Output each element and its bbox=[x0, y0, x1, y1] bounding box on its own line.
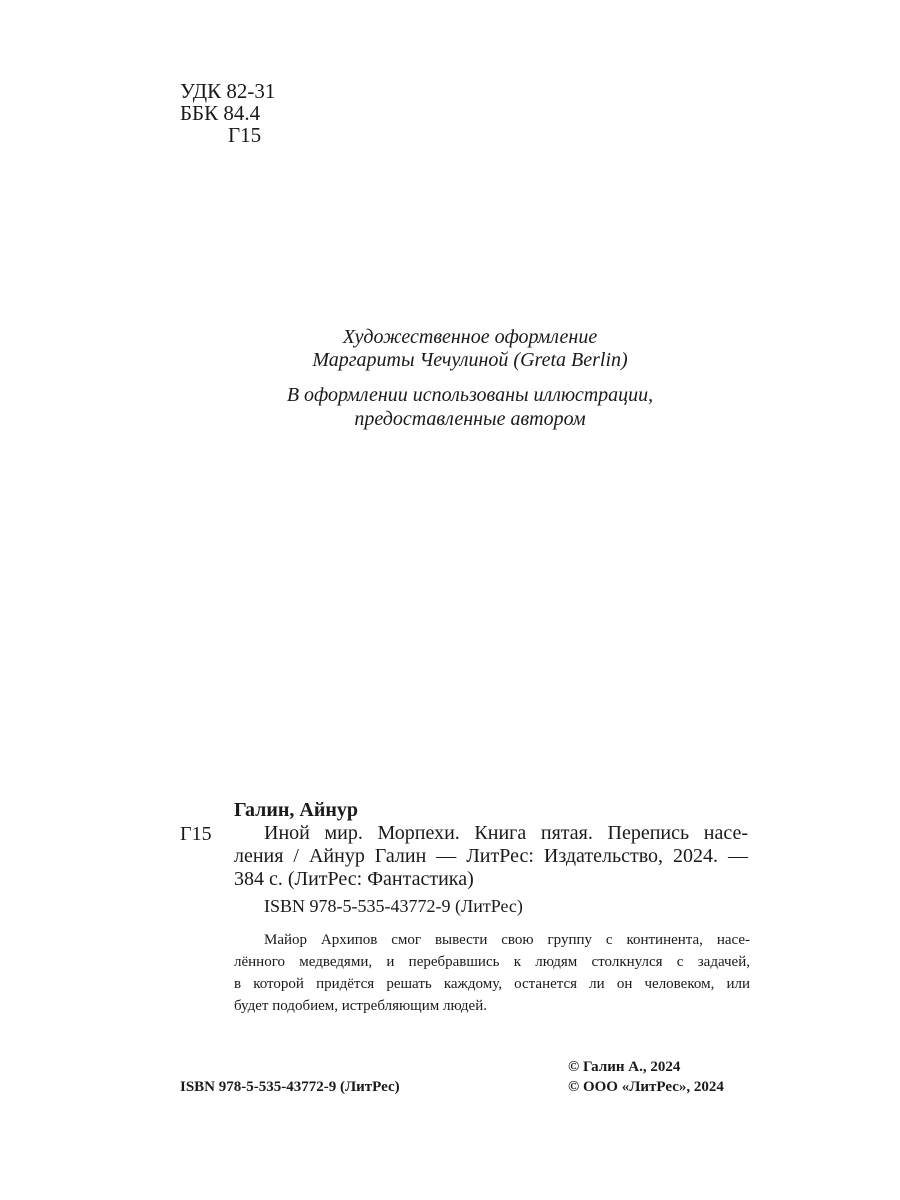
design-credit-line-1: Художественное оформление bbox=[342, 326, 598, 348]
design-credit-line-2: Маргариты Чечулиной (Greta Berlin) bbox=[312, 349, 628, 371]
author-heading: Галин, Айнур bbox=[234, 799, 359, 821]
annotation-line: будет подобием, истребляющим людей. bbox=[234, 998, 487, 1014]
author-mark: Г15 bbox=[228, 123, 262, 147]
footer-isbn: ISBN 978-5-535-43772-9 (ЛитРес) bbox=[180, 1079, 400, 1095]
description-line: 384 с. (ЛитРес: Фантастика) bbox=[234, 868, 474, 890]
udk-code: УДК 82-31 bbox=[180, 79, 276, 103]
description-line: Иной мир. Морпехи. Книга пятая. Перепись насе- bbox=[264, 822, 748, 844]
illustrations-credit-line-2: предоставленные автором bbox=[354, 408, 586, 430]
annotation-line: лённого медведями, и перебравшись к людям столкнулся с задачей, bbox=[234, 954, 750, 970]
description-line: ления / Айнур Галин — ЛитРес: Издательство, 2024. — bbox=[234, 845, 748, 867]
copyright-publisher: © ООО «ЛитРес», 2024 bbox=[568, 1079, 724, 1095]
record-isbn: ISBN 978-5-535-43772-9 (ЛитРес) bbox=[264, 896, 523, 916]
annotation bbox=[234, 929, 750, 1017]
bbk-code: ББК 84.4 bbox=[180, 101, 261, 125]
annotation-line: в которой придётся решать каждому, останется ли он человеком, или bbox=[234, 976, 750, 992]
illustrations-credit-line-1: В оформлении использованы иллюстрации, bbox=[286, 384, 654, 406]
bibliographic-description bbox=[234, 822, 748, 891]
annotation-line: Майор Архипов смог вывести свою группу с континента, насе- bbox=[264, 932, 750, 948]
copyright-author: © Галин А., 2024 bbox=[568, 1059, 681, 1075]
record-author-mark: Г15 bbox=[180, 823, 212, 845]
